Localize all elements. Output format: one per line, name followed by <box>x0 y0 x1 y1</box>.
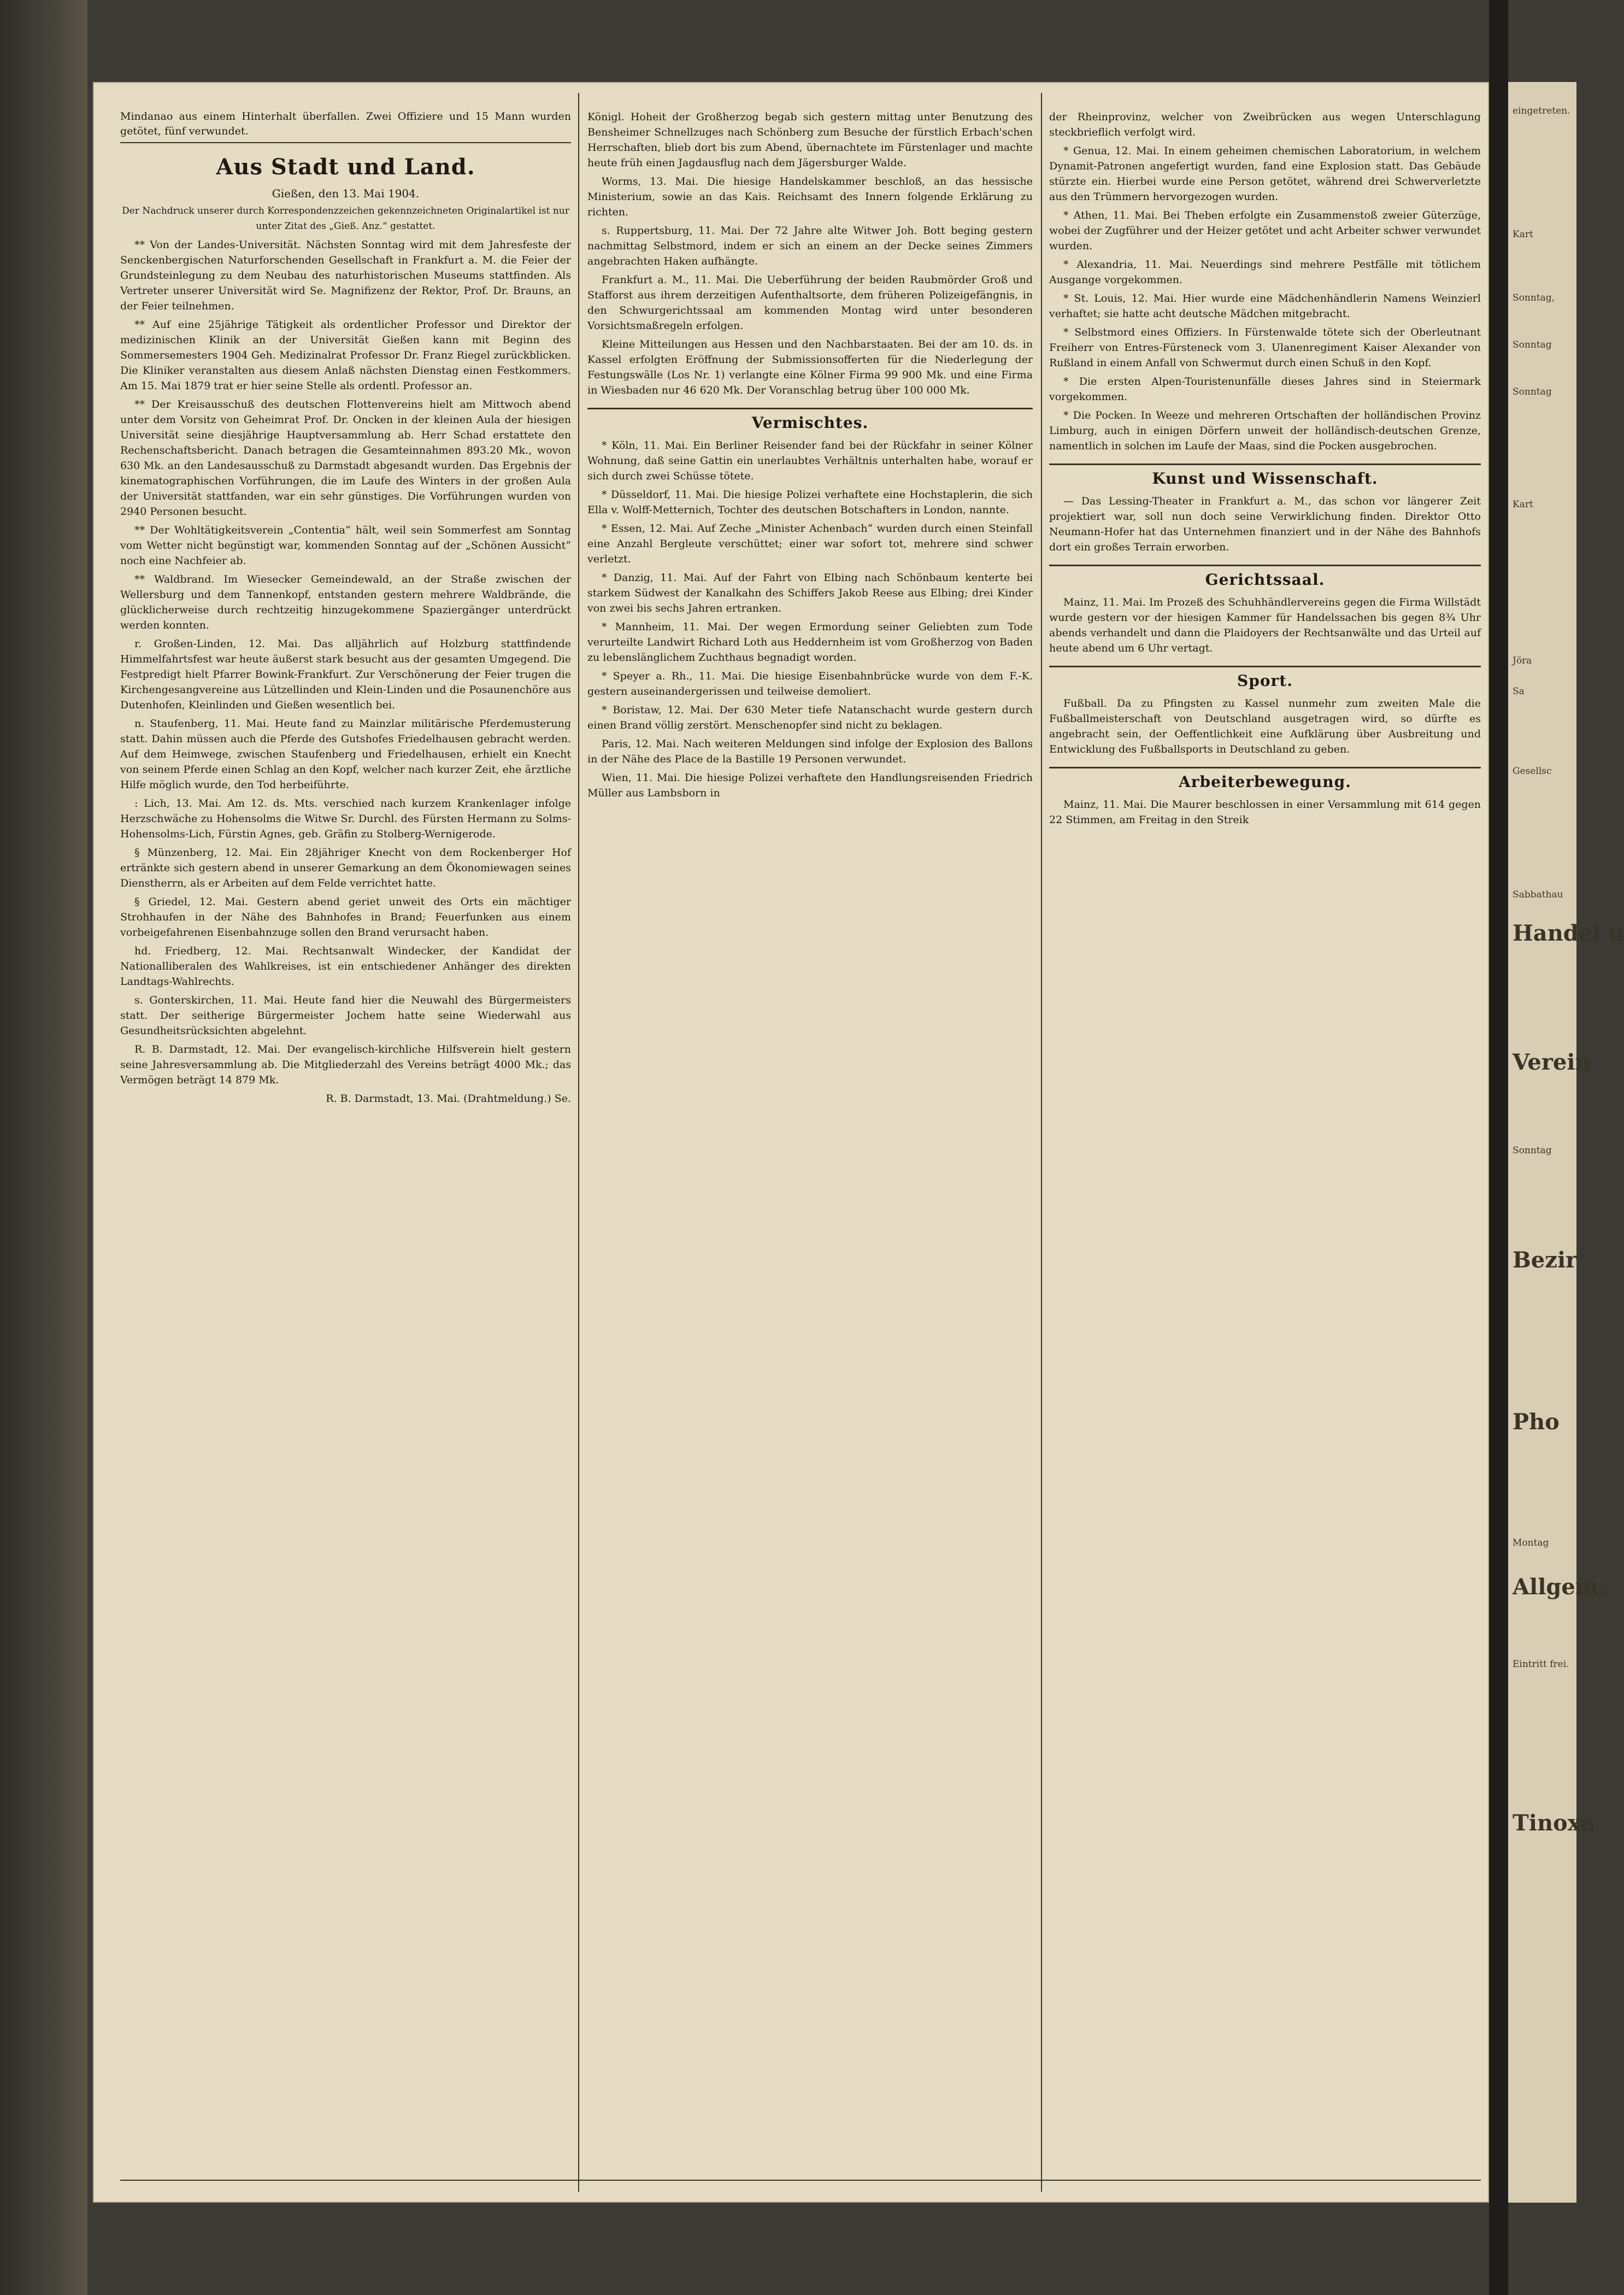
fragment-text: Jöra <box>1513 655 1532 666</box>
article-paragraph: * St. Louis, 12. Mai. Hier wurde eine Mädchenhändlerin Namens Weinzierl verhaftet; sie hatte acht deutsche Mädchen mitgebracht. <box>1049 292 1481 320</box>
article-paragraph: R. B. Darmstadt, 12. Mai. Der evangelisch-kirchliche Hilfsverein hielt gestern seine Jahresversammlung ab. Die Mitgliederzahl des Vereins beträgt 4000 Mk.; das Vermögen beträgt 14 879 Mk. <box>120 1043 571 1086</box>
telegram-signature: R. B. Darmstadt, 13. Mai. (Drahtmeldung.) Se. <box>326 1093 571 1105</box>
article-paragraph: § Münzenberg, 12. Mai. Ein 28jähriger Knecht von dem Rockenberger Hof ertränkte sich gestern abend in unserer Gemarkung an dem Ökonomiewagen seines Dienstherrn, als er Arbeiten auf dem Felde verrichtet hatte. <box>120 847 571 889</box>
section-title-kunst-und-wissenschaft: Kunst und Wissenschaft. <box>1049 463 1481 489</box>
fragment-text: Kart <box>1513 229 1533 240</box>
article-paragraph: * Athen, 11. Mai. Bei Theben erfolgte ein Zusammenstoß zweier Güterzüge, wobei der Zugführer und der Heizer getötet und acht Arbeiter schwer verwundet wurden. <box>1049 209 1481 252</box>
article-paragraph: * Die Pocken. In Weeze und mehreren Ortschaften der holländischen Provinz Limburg, auch in einigen Dörfern unweit der holländisch-deutschen Grenze, namentlich in solchen im Laufe der Maas, sind die Pocken ausgebrochen. <box>1049 409 1481 452</box>
article-paragraph: * Genua, 12. Mai. In einem geheimen chemischen Laboratorium, in welchem Dynamit-Patronen angefertigt wurden, fand eine Explosion statt. Das Gebäude stürzte ein. Hierbei wurde eine Person getötet, während drei Schwerverletzte aus den Trümmern hervorgezogen wurden. <box>1049 145 1481 203</box>
column-3 <box>1049 109 1481 831</box>
article-paragraph: * Mannheim, 11. Mai. Der wegen Ermordung seiner Geliebten zum Tode verurteilte Landwirt Richard Loth aus Heddernheim ist vom Großherzog von Baden zu lebenslänglichem Zuchthaus begnadigt worden. <box>587 621 1033 664</box>
article-paragraph: Königl. Hoheit der Großherzog begab sich gestern mittag unter Benutzung des Bensheimer Schnellzuges nach Schönberg zum Besuche der fürstlich Erbach'schen Herrschaften, blieb dort bis zum Abend, übernachtete im Fürstenlager und machte heute früh einen Jagdausflug nach dem Jägersburger Walde. <box>587 111 1033 169</box>
article-paragraph: Mainz, 11. Mai. Die Maurer beschlossen in einer Versammlung mit 614 gegen 22 Stimmen, am Freitag in den Streik <box>1049 799 1481 826</box>
reprint-note: Der Nachdruck unserer durch Korrespondenzzeichen gekennzeichneten Originalartikel ist nur unter Zitat des „Gieß. Anz.“ gestattet. <box>122 206 569 232</box>
article-paragraph: * Köln, 11. Mai. Ein Berliner Reisender fand bei der Rückfahr in seiner Kölner Wohnung, daß seine Gattin ein unerlaubtes Verhältnis unterhalten habe, worauf er sich durch zwei Schüsse tötete. <box>587 439 1033 482</box>
article-paragraph: * Die ersten Alpen-Touristenunfälle dieses Jahres sind in Steiermark vorgekommen. <box>1049 375 1481 403</box>
article-paragraph: * Boristaw, 12. Mai. Der 630 Meter tiefe Natanschacht wurde gestern durch einen Brand völlig zerstört. Menschenopfer sind nicht zu beklagen. <box>587 704 1033 731</box>
article-paragraph: * Danzig, 11. Mai. Auf der Fahrt von Elbing nach Schönbaum kenterte bei starkem Südwest der Kanalkahn des Schiffers Jakob Reese aus Elbing; drei Kinder von zwei bis sechs Jahren ertranken. <box>587 572 1033 614</box>
article-paragraph: — Das Lessing-Theater in Frankfurt a. M., das schon vor längerer Zeit projektiert war, soll nun doch seine Verwirklichung finden. Direktor Otto Neumann-Hofer hat das Unternehmen finanziert und in der Nähe des Bahnhofs dort ein großes Terrain erworben. <box>1049 495 1481 553</box>
article-paragraph: s. Ruppertsburg, 11. Mai. Der 72 Jahre alte Witwer Joh. Bott beging gestern nachmittag Selbstmord, indem er sich an einem an der Decke seines Zimmers angebrachten Haken aufhängte. <box>587 225 1033 267</box>
article-paragraph: der Rheinprovinz, welcher von Zweibrücken aus wegen Unterschlagung steckbrieflich verfolgt wird. <box>1049 111 1481 138</box>
article-paragraph: Fußball. Da zu Pfingsten zu Kassel nunmehr zum zweiten Male die Fußballmeisterschaft von Deutschland ausgetragen wird, so dürfte es angebracht sein, der Oeffentlichkeit eine Aufklärung über Ausbreitung und Entwicklung des Fußballsports in Deutschland zu geben. <box>1049 697 1481 755</box>
fragment-text: Montag <box>1513 1537 1549 1548</box>
newspaper-page <box>93 82 1489 2203</box>
fragment-text: Kart <box>1513 499 1533 510</box>
article-paragraph: : Lich, 13. Mai. Am 12. ds. Mts. verschied nach kurzem Krankenlager infolge Herzschwäche zu Hohensolms die Witwe Sr. Durchl. des Fürsten Hermann zu Solms-Hohensolms-Lich, Fürstin Agnes, geb. Gräfin zu Stolberg-Wernigerode. <box>120 797 571 840</box>
article-paragraph: ** Waldbrand. Im Wiesecker Gemeindewald, an der Straße zwischen der Wellersburg und dem Tannenkopf, entstanden gestern mehrere Waldbrände, die glücklicherweise durch rechtzeitig hinzugekommene Spaziergänger unterdrückt werden konnten. <box>120 573 571 631</box>
section-title-sport: Sport. <box>1049 666 1481 691</box>
article-paragraph: ** Von der Landes-Universität. Nächsten Sonntag wird mit dem Jahresfeste der Senckenbergischen Naturforschenden Gesellschaft in Frankfurt a. M. die Feier der Grundsteinlegung zu dem Neubau des naturhistorischen Museums stattfinden. Als Vertreter unserer Universität wird Se. Magnifizenz der Rektor, Prof. Dr. Brauns, an der Feier teilnehmen. <box>120 239 571 312</box>
article-paragraph: * Selbstmord eines Offiziers. In Fürstenwalde tötete sich der Oberleutnant Freiherr von Entres-Fürsteneck vom 3. Ulanenregiment Kaiser Alexander von Rußland in einem Anfall von Schwermut durch einen Schuß in den Kopf. <box>1049 326 1481 369</box>
article-paragraph: § Griedel, 12. Mai. Gestern abend geriet unweit des Orts ein mächtiger Strohhaufen in der Nähe des Bahnhofes in Brand; Feuerfunken aus einem vorbeigefahrenen Eisenbahnzuge sollen den Brand verursacht haben. <box>120 896 571 938</box>
fragment-heading: Allgem. <box>1513 1574 1607 1600</box>
article-paragraph: ** Der Kreisausschuß des deutschen Flottenvereins hielt am Mittwoch abend unter dem Vorsitz von Geheimrat Prof. Dr. Oncken in der kleinen Aula der hiesigen Universität seine diesjährige Hauptversammlung ab. Herr Schad erstattete den Rechenschaftsbericht. Danach betragen die Gesamteinnahmen 893.20 Mk., wovon 630 Mk. an den Landesausschuß zu Darmstadt abgesandt wurden. Das Ergebnis der kinematographischen Vorführungen, die im Laufe des Winters in der großen Aula der Universität stattfanden, war ein sehr günstiges. Die Vorführungen wurden von 2940 Personen besucht. <box>120 398 571 518</box>
article-paragraph: ** Der Wohltätigkeitsverein „Contentia“ hält, weil sein Sommerfest am Sonntag vom Wetter nicht begünstigt war, kommenden Sonntag auf der „Schönen Aussicht“ noch eine Nachfeier ab. <box>120 524 571 567</box>
column-2 <box>587 109 1033 804</box>
article-paragraph: s. Gonterskirchen, 11. Mai. Heute fand hier die Neuwahl des Bürgermeisters statt. Der seitherige Bürgermeister Jochem hatte seine Wiederwahl aus Gesundheitsrücksichten abgelehnt. <box>120 994 571 1037</box>
article-paragraph: * Düsseldorf, 11. Mai. Die hiesige Polizei verhaftete eine Hochstaplerin, die sich Ella v. Wolff-Metternich, Tochter des deutschen Botschafters in London, nannte. <box>587 489 1033 516</box>
fragment-text: Sonntag <box>1513 339 1552 350</box>
fragment-heading: Verein <box>1513 1049 1591 1075</box>
fragment-text: Sonntag <box>1513 386 1552 397</box>
article-paragraph: r. Großen-Linden, 12. Mai. Das alljährlich auf Holzburg stattfindende Himmelfahrtsfest war heute äußerst stark besucht aus der gesamten Umgegend. Die Festpredigt hielt Pfarrer Bowink-Frankfurt. Zur Verschönerung der Feier trugen die Kirchengesangvereine aus Lützellinden und Klein-Linden und die Posaunenchöre aus Dutenhofen, Kleinlinden und Gießen wesentlich bei. <box>120 638 571 711</box>
scan-binding-edge <box>0 0 87 2295</box>
section-title-vermischtes: Vermischtes. <box>587 408 1033 433</box>
page-gutter <box>1489 0 1508 2295</box>
column-rule <box>578 93 579 2192</box>
fragment-heading: Bezir <box>1513 1247 1578 1273</box>
adjacent-page-fragment <box>1508 82 1624 2203</box>
article-paragraph: Worms, 13. Mai. Die hiesige Handelskammer beschloß, an das hessische Ministerium, sowie an das Kais. Reichsamt des Innern folgende Erklärung zu richten. <box>587 175 1033 218</box>
top-note: Mindanao aus einem Hinterhalt überfallen. Zwei Offiziere und 15 Mann wurden getötet, fünf verwundet. <box>120 109 571 143</box>
column-rule <box>1041 93 1042 2192</box>
fragment-text: Sabbathau <box>1513 889 1563 900</box>
bottom-rule <box>120 2180 1481 2181</box>
fragment-text: Gesellsc <box>1513 766 1552 777</box>
article-paragraph: Wien, 11. Mai. Die hiesige Polizei verhaftete den Handlungsreisenden Friedrich Müller aus Lambsborn in <box>587 772 1033 799</box>
article-paragraph: * Alexandria, 11. Mai. Neuerdings sind mehrere Pestfälle mit tötlichem Ausgange vorgekommen. <box>1049 259 1481 286</box>
dateline: Gießen, den 13. Mai 1904. <box>272 187 420 200</box>
article-paragraph: Frankfurt a. M., 11. Mai. Die Ueberführung der beiden Raubmörder Groß und Stafforst aus ihrem derzeitigen Aufenthaltsorte, dem früheren Polizeigefängnis, in den Schwurgerichtssaal am kommenden Montag wird unter besonderen Vorsichtsmaßregeln erfolgen. <box>587 274 1033 332</box>
column-1 <box>120 109 571 1106</box>
article-paragraph: Mainz, 11. Mai. Im Prozeß des Schuhhändlervereins gegen die Firma Willstädt wurde gestern vor der hiesigen Kammer für Handelssachen bis gegen 8¾ Uhr abends verhandelt und dann die Plaidoyers der Rechtsanwälte und das Urteil auf heute abend um 6 Uhr vertagt. <box>1049 596 1481 654</box>
article-paragraph: hd. Friedberg, 12. Mai. Rechtsanwalt Windecker, der Kandidat der Nationalliberalen des Wahlkreises, ist ein entschiedener Anhänger des direkten Landtags-Wahlrechts. <box>120 945 571 988</box>
article-paragraph: * Speyer a. Rh., 11. Mai. Die hiesige Eisenbahnbrücke wurde von dem F.-K. gestern auseinandergerissen und teilweise demoliert. <box>587 670 1033 697</box>
fragment-heading: Handel u <box>1513 920 1624 946</box>
article-paragraph: n. Staufenberg, 11. Mai. Heute fand zu Mainzlar militärische Pferdemusterung statt. Dahin müssen auch die Pferde des Gutshofes Friedelhausen gebracht werden. Auf dem Heimwege, zwischen Staufenberg und Friedelhausen, erhielt ein Knecht von seinem Pferde einen Schlag an den Kopf, welcher nach kurzer Zeit, ehe ärztliche Hilfe möglich wurde, den Tod herbeiführte. <box>120 718 571 791</box>
fragment-text: eingetreten. <box>1513 105 1570 116</box>
article-paragraph: * Essen, 12. Mai. Auf Zeche „Minister Achenbach“ wurden durch einen Steinfall eine Anzahl Bergleute verschüttet; einer war sofort tot, mehrere sind schwer verletzt. <box>587 523 1033 565</box>
fragment-text: Sonntag <box>1513 1145 1552 1156</box>
fragment-text: Sonntag, <box>1513 292 1555 303</box>
article-paragraph: Paris, 12. Mai. Nach weiteren Meldungen sind infolge der Explosion des Ballons in der Nähe des Place de la Bastille 19 Personen verwundet. <box>587 738 1033 765</box>
fragment-heading: Pho <box>1513 1409 1560 1435</box>
fragment-text: Sa <box>1513 686 1525 697</box>
article-paragraph: Kleine Mitteilungen aus Hessen und den Nachbarstaaten. Bei der am 10. ds. in Kassel erfolgten Eröffnung der Submissionsofferten für die Niederlegung der Festungswälle (Los Nr. 1) verlangte eine Kölner Firma 99 900 Mk. und eine Firma in Wiesbaden nur 46 620 Mk. Der Voranschlag betrug über 100 000 Mk. <box>587 338 1033 396</box>
section-title-arbeiterbewegung: Arbeiterbewegung. <box>1049 767 1481 793</box>
article-paragraph: ** Auf eine 25jährige Tätigkeit als ordentlicher Professor und Direktor der medizinischen Klinik an der Universität Gießen kann mit Beginn des Sommersemesters 1904 Geh. Medizinalrat Professor Dr. Franz Riegel zurückblicken. Die Kliniker veranstalten aus diesem Anlaß nächsten Dienstag einen Festkommers. Am 15. Mai 1879 trat er hier seine Stelle als ordentl. Professor an. <box>120 319 571 392</box>
section-title-aus-stadt-und-land: Aus Stadt und Land. <box>216 154 475 180</box>
fragment-text: Eintritt frei. <box>1513 1659 1569 1670</box>
fragment-heading: Tinoxa <box>1513 1810 1595 1836</box>
section-title-gerichtssaal: Gerichtssaal. <box>1049 565 1481 590</box>
